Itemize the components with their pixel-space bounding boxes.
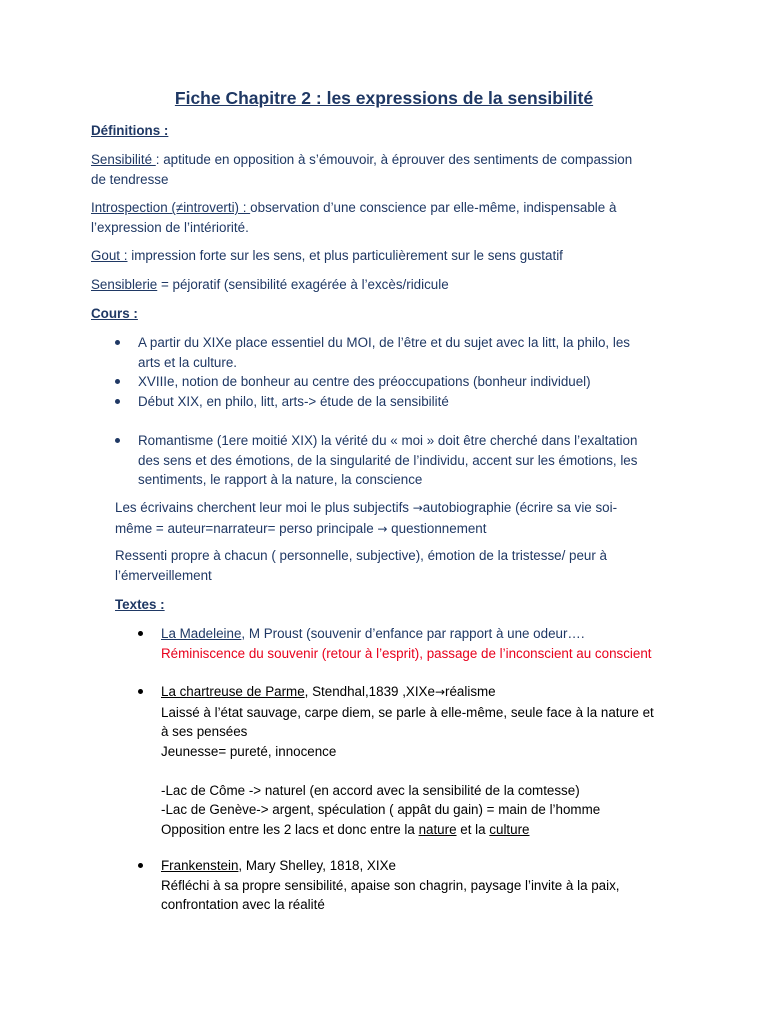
texte-title: Frankenstein bbox=[161, 858, 239, 873]
texte-title: La Madeleine bbox=[161, 626, 242, 641]
texte-chartreuse bbox=[138, 682, 698, 839]
list-item: A partir du XIXe place essentiel du MOI, de l’être et du sujet avec la litt, la philo, les arts et la culture. bbox=[115, 333, 675, 372]
bullet-icon bbox=[138, 863, 143, 868]
texte-frankenstein bbox=[138, 856, 698, 915]
list-item: Début XIX, en philo, litt, arts-> étude de la sensibilité bbox=[115, 392, 675, 412]
definition-sensiblerie bbox=[91, 275, 681, 295]
cours-paragraph-ecrivains: Les écrivains cherchent leur moi le plus subjectifs →autobiographie (écrire sa vie soi- même = auteur=narrateur= perso principale → questionnement bbox=[115, 500, 618, 536]
list-item: Frankenstein, Mary Shelley, 1818, XIXe Réfléchi à sa propre sensibilité, apaise son chagrin, paysage l’invite à la paix, confrontation avec la réalité bbox=[138, 856, 698, 915]
cours-paragraph-ressenti: Ressenti propre à chacun ( personnelle, subjective), émotion de la tristesse/ peur à l’émerveillement bbox=[115, 548, 607, 583]
bullet-icon bbox=[115, 379, 120, 384]
cours-bullet-list-2 bbox=[115, 431, 675, 490]
list-item: Romantisme (1ere moitié XIX) la vérité du « moi » doit être cherché dans l’exaltation des sens et des émotions, de la singularité de l’individu, accent sur les émotions, les sentiments, le rapport à la nature, la conscience bbox=[115, 431, 675, 490]
definition-gout bbox=[91, 246, 681, 266]
bullet-icon bbox=[138, 631, 143, 636]
cours-heading: Cours : bbox=[91, 306, 138, 321]
texte-madeleine bbox=[138, 624, 698, 663]
bullet-icon bbox=[115, 438, 120, 443]
bullet-icon bbox=[115, 399, 120, 404]
definition-text: impression forte sur les sens, et plus particulièrement sur le sens gustatif bbox=[131, 248, 563, 263]
bullet-icon bbox=[138, 689, 143, 694]
definition-text: observation d’une conscience par elle-même, indispensable à bbox=[250, 200, 617, 215]
definition-term: Introspection (≠introverti) : bbox=[91, 200, 251, 215]
definition-text-cont: de tendresse bbox=[91, 171, 169, 187]
definition-text: = péjoratif (sensibilité exagérée à l’excès/ridicule bbox=[160, 277, 449, 292]
texte-title: La chartreuse de Parme bbox=[161, 684, 305, 699]
bullet-icon bbox=[115, 340, 120, 345]
definitions-heading: Définitions : bbox=[91, 123, 169, 138]
arrow-right-icon: → bbox=[412, 501, 423, 515]
cours-bullet-list bbox=[115, 333, 675, 411]
texte-note-red: Réminiscence du souvenir (retour à l’esprit), passage de l’inconscient au conscient bbox=[161, 645, 652, 661]
list-item: La Madeleine, M Proust (souvenir d’enfance par rapport à une odeur…. Réminiscence du souvenir (retour à l’esprit), passage de l’inconscient au conscient bbox=[138, 624, 698, 663]
page-title: Fiche Chapitre 2 : les expressions de la sensibilité bbox=[174, 88, 594, 108]
list-item: La chartreuse de Parme, Stendhal,1839 ,XIXe→réalisme Laissé à l’état sauvage, carpe diem, se parle à elle-même, seule face à la nature et à ses pensées Jeunesse= pureté, innocence -Lac de Côme -> naturel (en accord avec la sensibilité de la comtesse) -Lac de Genève-> argent, spéculation ( appât du gain) = main de l’homme Opposition entre les 2 lacs et donc entre la nature et la culture bbox=[138, 682, 698, 839]
definition-text: aptitude en opposition à s’émouvoir, à éprouver des sentiments de compassion bbox=[163, 152, 633, 167]
definition-text-cont: l’expression de l’intériorité. bbox=[91, 219, 249, 235]
arrow-right-icon: → bbox=[434, 685, 446, 699]
definition-sensibilite: Sensibilité : aptitude en opposition à s’émouvoir, à éprouver des sentiments de compassion de tendresse bbox=[91, 152, 633, 187]
definition-term: Gout : bbox=[91, 248, 128, 263]
textes-heading: Textes : bbox=[115, 597, 165, 612]
arrow-right-icon: → bbox=[377, 521, 388, 536]
definition-introspection bbox=[91, 198, 681, 237]
list-item: XVIIIe, notion de bonheur au centre des préoccupations (bonheur individuel) bbox=[115, 372, 675, 392]
definition-term: Sensiblerie bbox=[91, 277, 158, 292]
definition-term: Sensibilité bbox=[91, 152, 156, 167]
